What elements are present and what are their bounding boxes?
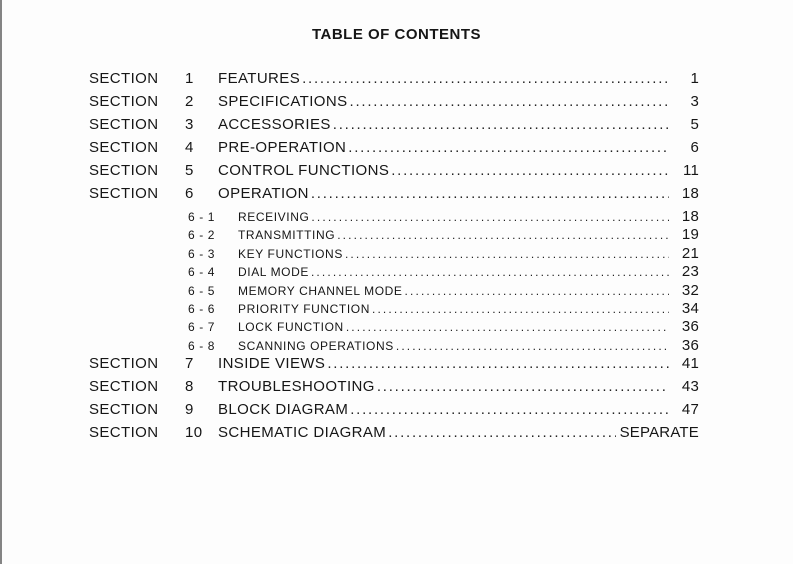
section-number: 7 <box>185 355 194 373</box>
leader-dots <box>311 210 669 224</box>
page-number: 21 <box>681 244 699 262</box>
page-number: 43 <box>681 378 699 396</box>
leader-dots <box>311 185 669 202</box>
leader-dots <box>350 93 669 110</box>
toc-subsection-6-5 <box>89 282 699 300</box>
page-number: 18 <box>681 208 699 225</box>
toc-section-10 <box>89 424 699 447</box>
section-title: SCHEMATIC DIAGRAM <box>218 424 387 442</box>
toc-section-7 <box>89 355 699 378</box>
page-number: 41 <box>681 355 699 373</box>
toc-section-2 <box>89 93 699 116</box>
toc-subsection-6-8 <box>89 337 699 355</box>
toc-subsection-6-6 <box>89 300 699 318</box>
leader-dots <box>333 116 669 133</box>
subsection-title: PRIORITY FUNCTION <box>238 301 370 316</box>
page-number: 23 <box>681 263 699 281</box>
leader-dots <box>350 401 669 418</box>
toc-subsection-6-4 <box>89 263 699 281</box>
page-number: 3 <box>690 93 699 110</box>
section-number: 3 <box>185 116 194 133</box>
section-number: 9 <box>185 401 194 419</box>
subsection-number: 6 - 5 <box>188 283 216 298</box>
toc-section-6 <box>89 185 699 208</box>
subsection-number: 6 - 8 <box>188 338 216 353</box>
section-number: 6 <box>185 185 194 202</box>
section-title: SPECIFICATIONS <box>218 93 348 110</box>
section-number: 4 <box>185 139 194 156</box>
leader-dots <box>405 284 669 298</box>
section-number: 2 <box>185 93 194 110</box>
page-number: SEPARATE <box>619 424 699 442</box>
leader-dots <box>391 162 669 179</box>
section-label: SECTION <box>89 355 159 373</box>
section-number: 5 <box>185 162 194 179</box>
page-number: 34 <box>681 299 699 317</box>
section-label: SECTION <box>89 185 159 202</box>
leader-dots <box>337 228 669 242</box>
leader-dots <box>302 70 669 87</box>
subsection-number: 6 - 1 <box>188 210 216 224</box>
section-label: SECTION <box>89 378 159 396</box>
section-title: OPERATION <box>218 185 309 202</box>
section-label: SECTION <box>89 401 159 419</box>
toc-subsection-6-1 <box>89 208 699 226</box>
leader-dots <box>396 339 669 353</box>
table-of-contents <box>89 70 699 447</box>
section-title: ACCESSORIES <box>218 116 331 133</box>
page-edge <box>0 0 2 564</box>
toc-section-3 <box>89 116 699 139</box>
section-label: SECTION <box>89 70 159 87</box>
toc-subsection-6-2 <box>89 226 699 244</box>
page-number: 6 <box>690 139 699 156</box>
section-label: SECTION <box>89 139 159 156</box>
section-number: 10 <box>185 424 203 442</box>
leader-dots <box>346 320 669 334</box>
section-label: SECTION <box>89 116 159 133</box>
subsection-title: RECEIVING <box>238 210 310 224</box>
leader-dots <box>388 424 615 441</box>
toc-subsection-6-3 <box>89 245 699 263</box>
leader-dots <box>348 139 669 156</box>
subsection-title: SCANNING OPERATIONS <box>238 338 394 353</box>
toc-section-5 <box>89 162 699 185</box>
page-title: TABLE OF CONTENTS <box>311 26 482 43</box>
subsection-title: MEMORY CHANNEL MODE <box>238 283 403 298</box>
subsection-number: 6 - 7 <box>188 320 216 335</box>
page-number: 11 <box>683 162 699 179</box>
section-number: 1 <box>185 70 194 87</box>
section-number: 8 <box>185 378 194 396</box>
section-label: SECTION <box>89 424 159 442</box>
leader-dots <box>372 302 669 316</box>
page-number: 18 <box>681 185 699 202</box>
section-label: SECTION <box>89 162 159 179</box>
subsection-title: LOCK FUNCTION <box>238 320 344 335</box>
page-number: 1 <box>690 70 699 87</box>
toc-section-8 <box>89 378 699 401</box>
section-title: CONTROL FUNCTIONS <box>218 162 390 179</box>
leader-dots <box>345 247 669 261</box>
section-title: INSIDE VIEWS <box>218 355 326 373</box>
section-title: PRE-OPERATION <box>218 139 347 156</box>
page-number: 36 <box>681 336 699 354</box>
subsection-number: 6 - 3 <box>188 246 216 261</box>
page-number: 32 <box>681 281 699 299</box>
subsection-number: 6 - 4 <box>188 265 216 280</box>
page-number: 36 <box>681 318 699 336</box>
page-number: 5 <box>690 116 699 133</box>
subsection-number: 6 - 2 <box>188 228 216 243</box>
section-label: SECTION <box>89 93 159 110</box>
subsection-title: DIAL MODE <box>238 265 309 280</box>
subsection-number: 6 - 6 <box>188 301 216 316</box>
section-title: BLOCK DIAGRAM <box>218 401 349 419</box>
subsection-title: TRANSMITTING <box>238 228 336 243</box>
leader-dots <box>311 265 669 279</box>
page-number: 19 <box>681 226 699 244</box>
subsection-title: KEY FUNCTIONS <box>238 246 343 261</box>
leader-dots <box>327 355 669 372</box>
section-title: TROUBLESHOOTING <box>218 378 375 396</box>
toc-section-9 <box>89 401 699 424</box>
page-number: 47 <box>681 401 699 419</box>
section-title: FEATURES <box>218 70 301 87</box>
toc-subsection-6-7 <box>89 318 699 336</box>
toc-section-1 <box>89 70 699 93</box>
leader-dots <box>377 378 669 395</box>
toc-section-4 <box>89 139 699 162</box>
